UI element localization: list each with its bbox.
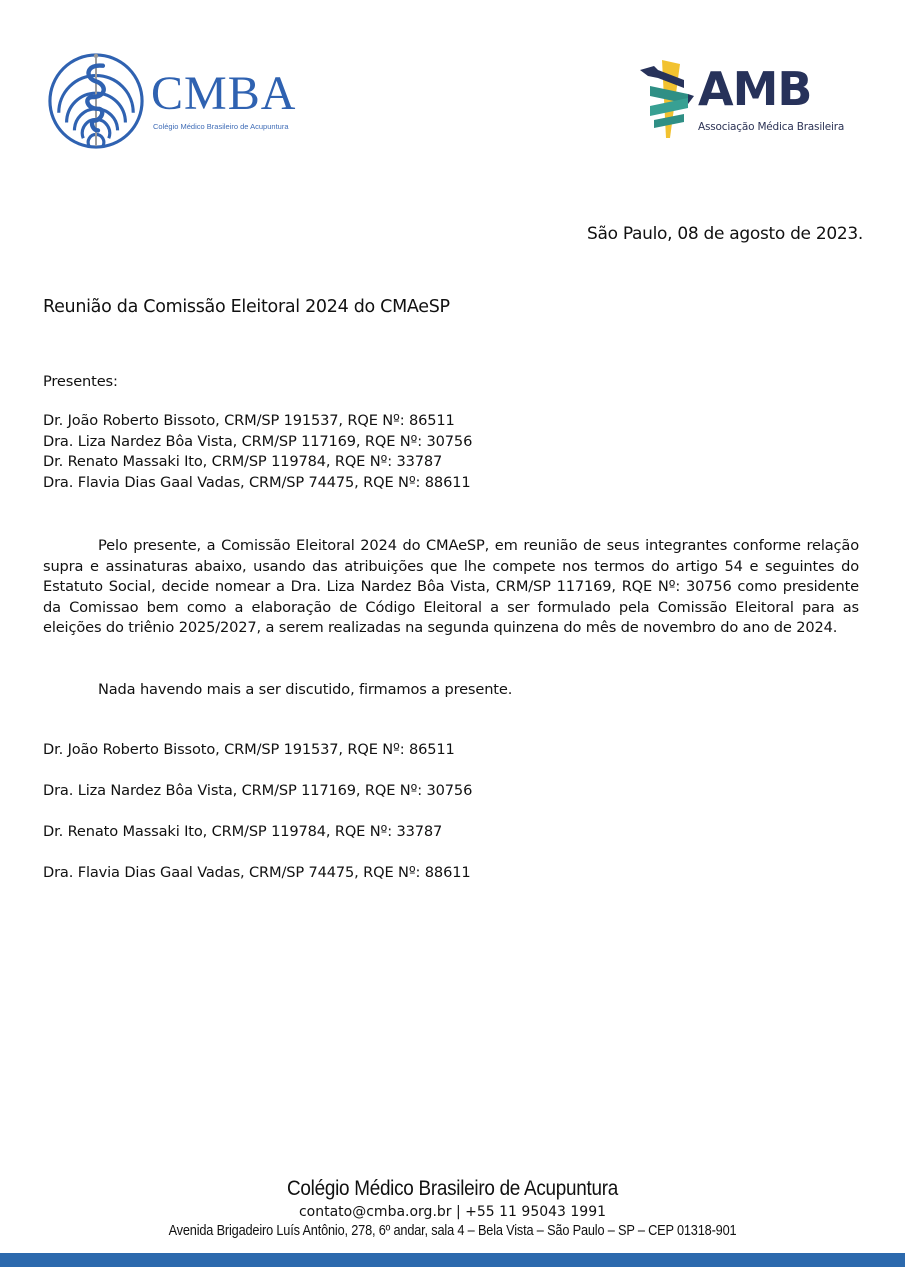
amb-caduceus-emblem-icon	[640, 58, 696, 140]
attendee-list	[43, 411, 472, 493]
document-title: Reunião da Comissão Eleitoral 2024 do CMAeSP	[43, 297, 450, 317]
footer-address: Avenida Brigadeiro Luís Antônio, 278, 6º andar, sala 4 – Bela Vista – São Paulo – SP – CEP 01318-901	[168, 1223, 737, 1239]
date-line: São Paulo, 08 de agosto de 2023.	[587, 224, 863, 244]
resolution-paragraph	[43, 536, 859, 639]
attendee-item: Dra. Liza Nardez Bôa Vista, CRM/SP 117169, RQE Nº: 30756	[43, 432, 473, 450]
amb-tagline: Associação Médica Brasileira	[698, 121, 845, 133]
footer-contact: contato@cmba.org.br | +55 11 95043 1991	[298, 1204, 607, 1220]
amb-wordmark: AMB	[698, 62, 812, 116]
signature-item: Dra. Flavia Dias Gaal Vadas, CRM/SP 74475, RQE Nº: 88611	[43, 864, 471, 881]
cmba-logo	[47, 52, 307, 152]
resolution-text: Pelo presente, a Comissão Eleitoral 2024 do CMAeSP, em reunião de seus integrantes conforme relação supra e assinaturas abaixo, usando das atribuições que lhe compete nos termos do artigo 54 e seguintes do Estatuto Social, decide nomear a Dra. Liza Nardez Bôa Vista, CRM/SP 117169, RQE Nº: 30756 como presidente da Comissao bem como a elaboração de Código Eleitoral a ser formulado pela Comissão Eleitoral para as eleições do triênio 2025/2027, a serem realizadas na segunda quinzena do mês de novembro do ano de 2024.	[43, 537, 859, 636]
signature-item: Dr. João Roberto Bissoto, CRM/SP 191537, RQE Nº: 86511	[43, 741, 455, 758]
attendee-item: Dr. Renato Massaki Ito, CRM/SP 119784, RQE Nº: 33787	[43, 453, 443, 470]
amb-logo	[640, 58, 860, 148]
footer-organization: Colégio Médico Brasileiro de Acupuntura	[287, 1177, 618, 1200]
attendee-item: Dr. João Roberto Bissoto, CRM/SP 191537, RQE Nº: 86511	[43, 412, 455, 429]
cmba-wordmark: CMBA	[151, 67, 297, 120]
signature-item: Dr. Renato Massaki Ito, CRM/SP 119784, RQE Nº: 33787	[43, 823, 443, 840]
footer-bar	[0, 1253, 905, 1267]
attendee-item: Dra. Flavia Dias Gaal Vadas, CRM/SP 74475, RQE Nº: 88611	[43, 473, 471, 491]
signature-item: Dra. Liza Nardez Bôa Vista, CRM/SP 117169, RQE Nº: 30756	[43, 782, 473, 799]
signature-list	[43, 740, 472, 904]
caduceus-acupuncture-emblem-icon	[47, 52, 145, 150]
present-label: Presentes:	[43, 373, 118, 390]
closing-statement: Nada havendo mais a ser discutido, firmamos a presente.	[98, 681, 513, 698]
cmba-tagline: Colégio Médico Brasileiro de Acupuntura	[153, 122, 289, 131]
